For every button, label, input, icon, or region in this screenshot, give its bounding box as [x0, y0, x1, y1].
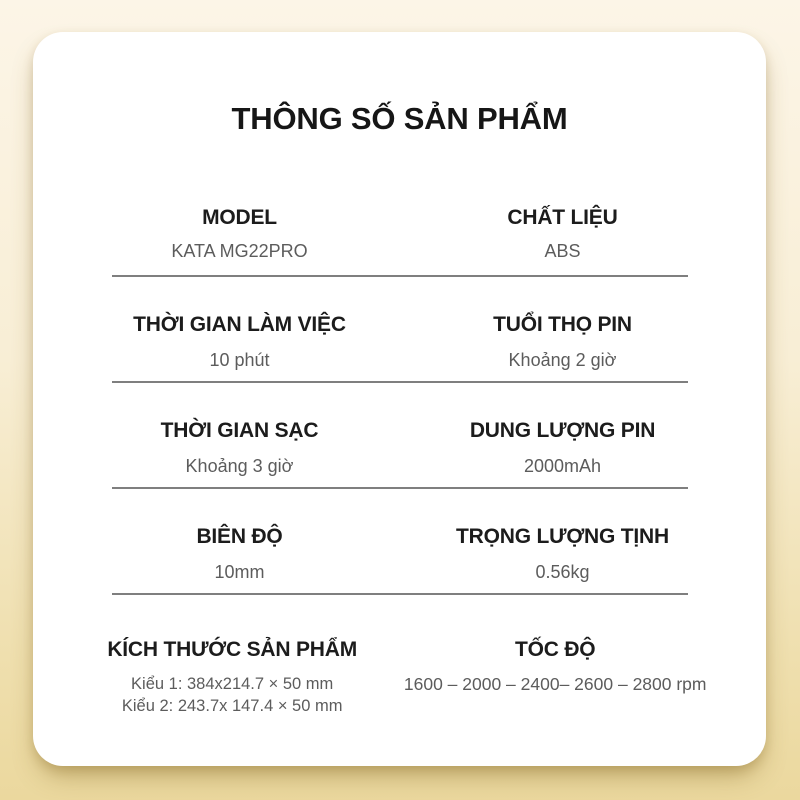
spec-cell-material: [419, 188, 707, 275]
spec-cell-dimensions: [96, 595, 369, 735]
spec-cell-weight: [419, 489, 707, 593]
spec-value-material: ABS: [544, 241, 581, 261]
page-title: THÔNG SỐ SẢN PHẨM: [231, 101, 568, 136]
spec-row-worktime-batterylife: [112, 277, 688, 383]
spec-values: [524, 454, 601, 478]
spec-value-speed: 1600 – 2000 – 2400– 2600 – 2800 rpm: [403, 674, 707, 694]
spec-values: [404, 673, 707, 695]
spec-label-speed: TỐC ĐỘ: [514, 638, 596, 661]
spec-label-capacity: DUNG LƯỢNG PIN: [469, 419, 656, 442]
spec-values: [186, 454, 294, 478]
spec-value-model: KATA MG22PRO: [171, 241, 308, 261]
spec-label-batterylife: TUỔI THỌ PIN: [493, 313, 632, 336]
spec-cell-model: [96, 188, 384, 275]
spec-label-material: CHẤT LIỆU: [507, 206, 618, 229]
spec-cell-amplitude: [96, 489, 384, 593]
spec-cell-capacity: [419, 383, 707, 487]
spec-label-model: MODEL: [202, 206, 277, 229]
spec-table: [107, 188, 707, 735]
spec-label-dimensions: KÍCH THƯỚC SẢN PHẨM: [107, 638, 358, 661]
spec-value-dimensions-type1: Kiểu 1: 384x214.7 × 50 mm: [131, 675, 334, 693]
spec-row-amplitude-weight: [112, 489, 688, 595]
spec-values: [509, 348, 617, 372]
spec-cell-batterylife: [419, 277, 707, 381]
spec-label-worktime: THỜI GIAN LÀM VIỆC: [133, 313, 346, 336]
spec-value-chargetime: Khoảng 3 giờ: [185, 456, 294, 476]
spec-values: [171, 239, 307, 263]
spec-cell-chargetime: [96, 383, 384, 487]
spec-value-weight: 0.56kg: [535, 562, 590, 582]
spec-values: [544, 239, 580, 263]
spec-value-batterylife: Khoảng 2 giờ: [508, 350, 617, 370]
spec-label-chargetime: THỜI GIAN SẠC: [160, 419, 319, 442]
spec-card: [33, 32, 766, 766]
spec-values: [209, 348, 269, 372]
spec-value-capacity: 2000mAh: [523, 456, 602, 476]
spec-value-worktime: 10 phút: [209, 350, 270, 370]
spec-row-model-material: [112, 188, 688, 277]
spec-label-amplitude: BIÊN ĐỘ: [196, 525, 283, 548]
spec-values: [214, 560, 264, 584]
spec-cell-speed: [404, 595, 707, 735]
spec-values: [122, 673, 343, 717]
spec-row-dimensions-speed: [107, 595, 707, 735]
spec-values: [535, 560, 589, 584]
spec-row-chargetime-capacity: [112, 383, 688, 489]
spec-cell-worktime: [96, 277, 384, 381]
spec-label-weight: TRỌNG LƯỢNG TỊNH: [456, 525, 669, 548]
spec-value-amplitude: 10mm: [214, 562, 265, 582]
spec-value-dimensions-type2: Kiểu 2: 243.7x 147.4 × 50 mm: [121, 697, 343, 715]
